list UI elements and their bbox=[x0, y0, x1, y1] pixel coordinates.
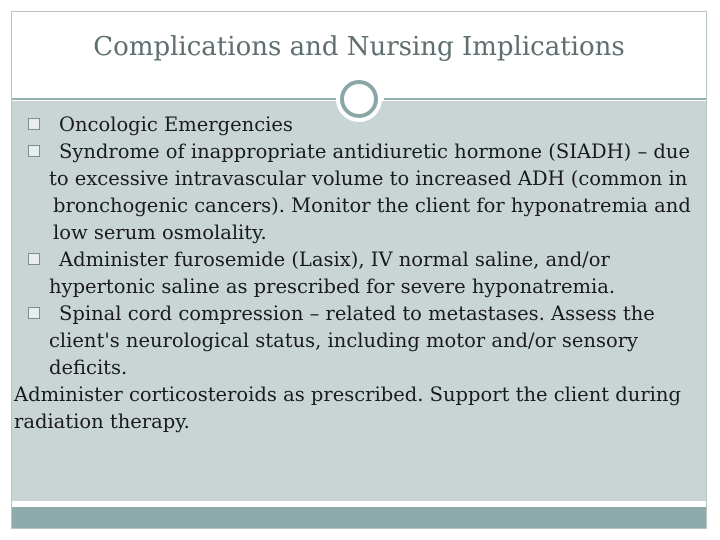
bullet-line: Spinal cord compression – related to metastases. Assess the bbox=[59, 302, 655, 325]
bullet-line: Syndrome of inappropriate antidiuretic hormone (SIADH) – due bbox=[59, 140, 691, 163]
bullet-line: hypertonic saline as prescribed for severe hyponatremia. bbox=[49, 275, 616, 298]
paragraph-line: radiation therapy. bbox=[14, 410, 190, 433]
bullet-line: deficits. bbox=[49, 356, 128, 379]
bullet-box-icon bbox=[28, 145, 40, 157]
bullet-line: Administer furosemide (Lasix), IV normal saline, and/or bbox=[59, 248, 610, 271]
bullet-item bbox=[26, 246, 698, 300]
bullet-line: client's neurological status, including motor and/or sensory bbox=[49, 329, 639, 352]
bullet-line: to excessive intravascular volume to increased ADH (common in bbox=[49, 167, 688, 190]
slide-body bbox=[14, 111, 698, 435]
bullet-item bbox=[26, 138, 698, 246]
bullet-line: low serum osmolality. bbox=[53, 221, 267, 244]
paragraph-line: Administer corticosteroids as prescribed. Support the client during bbox=[14, 383, 681, 406]
slide-title: Complications and Nursing Implications bbox=[93, 32, 625, 62]
divider-line-right bbox=[384, 98, 706, 100]
bullet-line: bronchogenic cancers). Monitor the client for hyponatremia and bbox=[53, 194, 691, 217]
bullet-box-icon bbox=[28, 307, 40, 319]
bullet-line: Oncologic Emergencies bbox=[59, 113, 293, 136]
bullet-box-icon bbox=[28, 253, 40, 265]
bullet-box-icon bbox=[28, 118, 40, 130]
bullet-item bbox=[26, 111, 698, 138]
divider-line-left bbox=[12, 98, 344, 100]
trailing-paragraph bbox=[4, 381, 698, 435]
bullet-item bbox=[26, 300, 698, 381]
footer-bar bbox=[12, 507, 706, 528]
